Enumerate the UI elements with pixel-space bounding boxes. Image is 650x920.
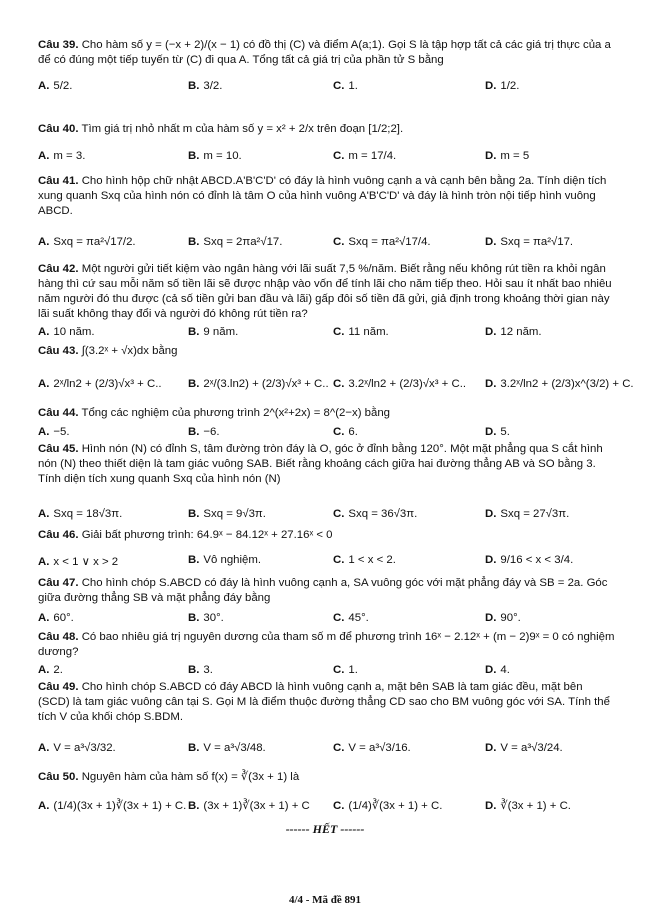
option-c: C. 1 < x < 2. [333, 554, 396, 566]
question-50 [38, 770, 616, 785]
option-d: D. Sxq = 27√3π. [485, 508, 570, 520]
question-text: Cho hình chóp S.ABCD có đáy là hình vuông cạnh a, SA vuông góc với mặt phẳng đáy và SB = 2a. Góc giữa đường thẳng SB và mặt phẳng đáy bằng [38, 577, 608, 604]
question-text: Có bao nhiêu giá trị nguyên dương của tham số m để phương trình 16ˣ − 2.12ˣ + (m − 2)9ˣ = 0 có nghiệm dương? [38, 631, 615, 658]
option-b: B. Vô nghiệm. [188, 554, 262, 566]
question-44 [38, 406, 616, 421]
question-number: Câu 48. [38, 631, 79, 643]
option-b: B. V = a³√3/48. [188, 742, 266, 754]
option-a: A. 10 năm. [38, 326, 95, 338]
option-d: D. 12 năm. [485, 326, 542, 338]
option-b: B. 2ˣ/(3.ln2) + (2/3)√x³ + C.. [188, 378, 329, 390]
question-46 [38, 528, 616, 543]
question-41 [38, 174, 616, 219]
option-a: A. Sxq = 18√3π. [38, 508, 123, 520]
page-footer: 4/4 - Mã đề 891 [288, 894, 362, 906]
option-c: C. 11 năm. [333, 326, 389, 338]
question-text: Cho hình chóp S.ABCD có đáy ABCD là hình vuông cạnh a, mặt bên SAB là tam giác đều, mặt bên (SCD) là tam giác vuông cân tại S. Gọi M là điểm thuộc đường thẳng CD sao cho BM vuông góc với SA. Tính thể tích V của khối chóp S.BDM. [38, 681, 610, 723]
option-c: C. 6. [333, 426, 358, 438]
option-b: B. 3/2. [188, 80, 223, 92]
question-text: ∫(3.2ˣ + √x)dx bằng [81, 345, 178, 357]
options-39 [38, 80, 616, 102]
options-41 [38, 236, 616, 258]
question-text: Tìm giá trị nhỏ nhất m của hàm số y = x² + 2/x trên đoạn [1/2;2]. [81, 123, 404, 135]
question-49 [38, 680, 616, 725]
option-d: D. V = a³√3/24. [485, 742, 563, 754]
option-c: C. Sxq = πa²√17/4. [333, 236, 431, 248]
question-number: Câu 39. [38, 39, 79, 51]
option-a: A. 5/2. [38, 80, 73, 92]
question-number: Câu 44. [38, 407, 79, 419]
option-c: C. Sxq = 36√3π. [333, 508, 418, 520]
option-b: B. 9 năm. [188, 326, 239, 338]
option-c: C. m = 17/4. [333, 150, 397, 162]
option-a: A. 2. [38, 664, 63, 676]
question-number: Câu 41. [38, 175, 79, 187]
option-d: D. 90°. [485, 612, 521, 624]
question-48 [38, 630, 616, 660]
end-marker: ------ HẾT ------ [285, 822, 365, 836]
option-a: A. V = a³√3/32. [38, 742, 116, 754]
option-d: D. 3.2ˣ/ln2 + (2/3)x^(3/2) + C. [485, 378, 634, 390]
option-b: B. (3x + 1)∛(3x + 1) + C [188, 800, 310, 812]
options-50 [38, 798, 616, 820]
option-c: C. V = a³√3/16. [333, 742, 411, 754]
question-40 [38, 122, 616, 137]
option-d: D. m = 5 [485, 150, 530, 162]
question-42 [38, 262, 616, 322]
option-d: D. 4. [485, 664, 510, 676]
option-a: A. −5. [38, 426, 70, 438]
option-b: B. Sxq = 9√3π. [188, 508, 266, 520]
option-b: B. 30°. [188, 612, 224, 624]
option-a: A. m = 3. [38, 150, 86, 162]
option-a: A. 2ˣ/ln2 + (2/3)√x³ + C.. [38, 378, 162, 390]
option-c: C. 1. [333, 664, 358, 676]
question-number: Câu 43. [38, 345, 79, 357]
question-text: Tổng các nghiệm của phương trình 2^(x²+2x) = 8^(2−x) bằng [81, 407, 390, 419]
option-a: A. (1/4)(3x + 1)∛(3x + 1) + C. [38, 800, 187, 812]
options-46 [38, 554, 616, 576]
option-a: A. 60°. [38, 612, 74, 624]
question-number: Câu 50. [38, 771, 79, 783]
option-d: D. ∛(3x + 1) + C. [485, 800, 571, 812]
option-b: B. Sxq = 2πa²√17. [188, 236, 283, 248]
question-text: Một người gửi tiết kiệm vào ngân hàng với lãi suất 7,5 %/năm. Biết rằng nếu không rút tiền ra khỏi ngân hàng thì cứ sau mỗi năm số tiền lãi sẽ được nhập vào vốn để tính lãi cho năm tiếp theo. Hỏi sau ít nhất bao nhiêu năm người đó thu được (cả số tiền gửi ban đầu và lãi) gấp đôi số tiền đã gửi, giả định trong khoảng thời gian này lãi suất không thay đổi và người đó không rút tiền ra? [38, 263, 612, 320]
option-d: D. 1/2. [485, 80, 520, 92]
option-d: D. Sxq = πa²√17. [485, 236, 574, 248]
option-a: A. x < 1 ∨ x > 2 [38, 556, 119, 568]
question-number: Câu 46. [38, 529, 79, 541]
question-text: Cho hàm số y = (−x + 2)/(x − 1) có đồ thị (C) và điểm A(a;1). Gọi S là tập hợp tất cả các giá trị thực của a để có đúng một tiếp tuyến từ (C) đi qua A. Tổng tất cả giá trị của phần tử S bằng [38, 39, 611, 66]
option-b: B. m = 10. [188, 150, 242, 162]
options-43 [38, 378, 634, 400]
question-45 [38, 442, 616, 487]
option-c: C. 45°. [333, 612, 369, 624]
option-b: B. 3. [188, 664, 213, 676]
question-text: Cho hình hộp chữ nhật ABCD.A'B'C'D' có đáy là hình vuông cạnh a và cạnh bên bằng 2a. Tính diện tích xung quanh Sxq của hình nón có đỉnh là tâm O của hình vuông A'B'C'D' và đáy là hình tròn nội tiếp hình vuông ABCD. [38, 175, 607, 217]
question-text: Nguyên hàm của hàm số f(x) = ∛(3x + 1) là [81, 771, 300, 783]
option-c: C. 3.2ˣ/ln2 + (2/3)√x³ + C.. [333, 378, 467, 390]
question-text: Hình nón (N) có đỉnh S, tâm đường tròn đáy là O, góc ở đỉnh bằng 120°. Một mặt phẳng qua S cắt hình nón (N) theo thiết diện là tam giác vuông SAB. Biết rằng khoảng cách giữa hai đường thẳng AB và SO bằng 3. Tính diện tích xung quanh Sxq của hình nón (N) [38, 443, 603, 485]
question-43 [38, 344, 616, 359]
option-a: A. Sxq = πa²√17/2. [38, 236, 136, 248]
question-number: Câu 42. [38, 263, 79, 275]
question-39 [38, 38, 616, 68]
option-c: C. 1. [333, 80, 358, 92]
question-number: Câu 49. [38, 681, 79, 693]
option-b: B. −6. [188, 426, 220, 438]
option-c: C. (1/4)∛(3x + 1) + C. [333, 800, 443, 812]
question-47 [38, 576, 616, 606]
options-40 [38, 150, 616, 172]
question-text: Giải bất phương trình: 64.9ˣ − 84.12ˣ + 27.16ˣ < 0 [81, 529, 333, 541]
question-number: Câu 47. [38, 577, 79, 589]
question-number: Câu 45. [38, 443, 79, 455]
option-d: D. 5. [485, 426, 510, 438]
options-49 [38, 742, 616, 764]
question-number: Câu 40. [38, 123, 79, 135]
options-45 [38, 508, 616, 530]
option-d: D. 9/16 < x < 3/4. [485, 554, 574, 566]
